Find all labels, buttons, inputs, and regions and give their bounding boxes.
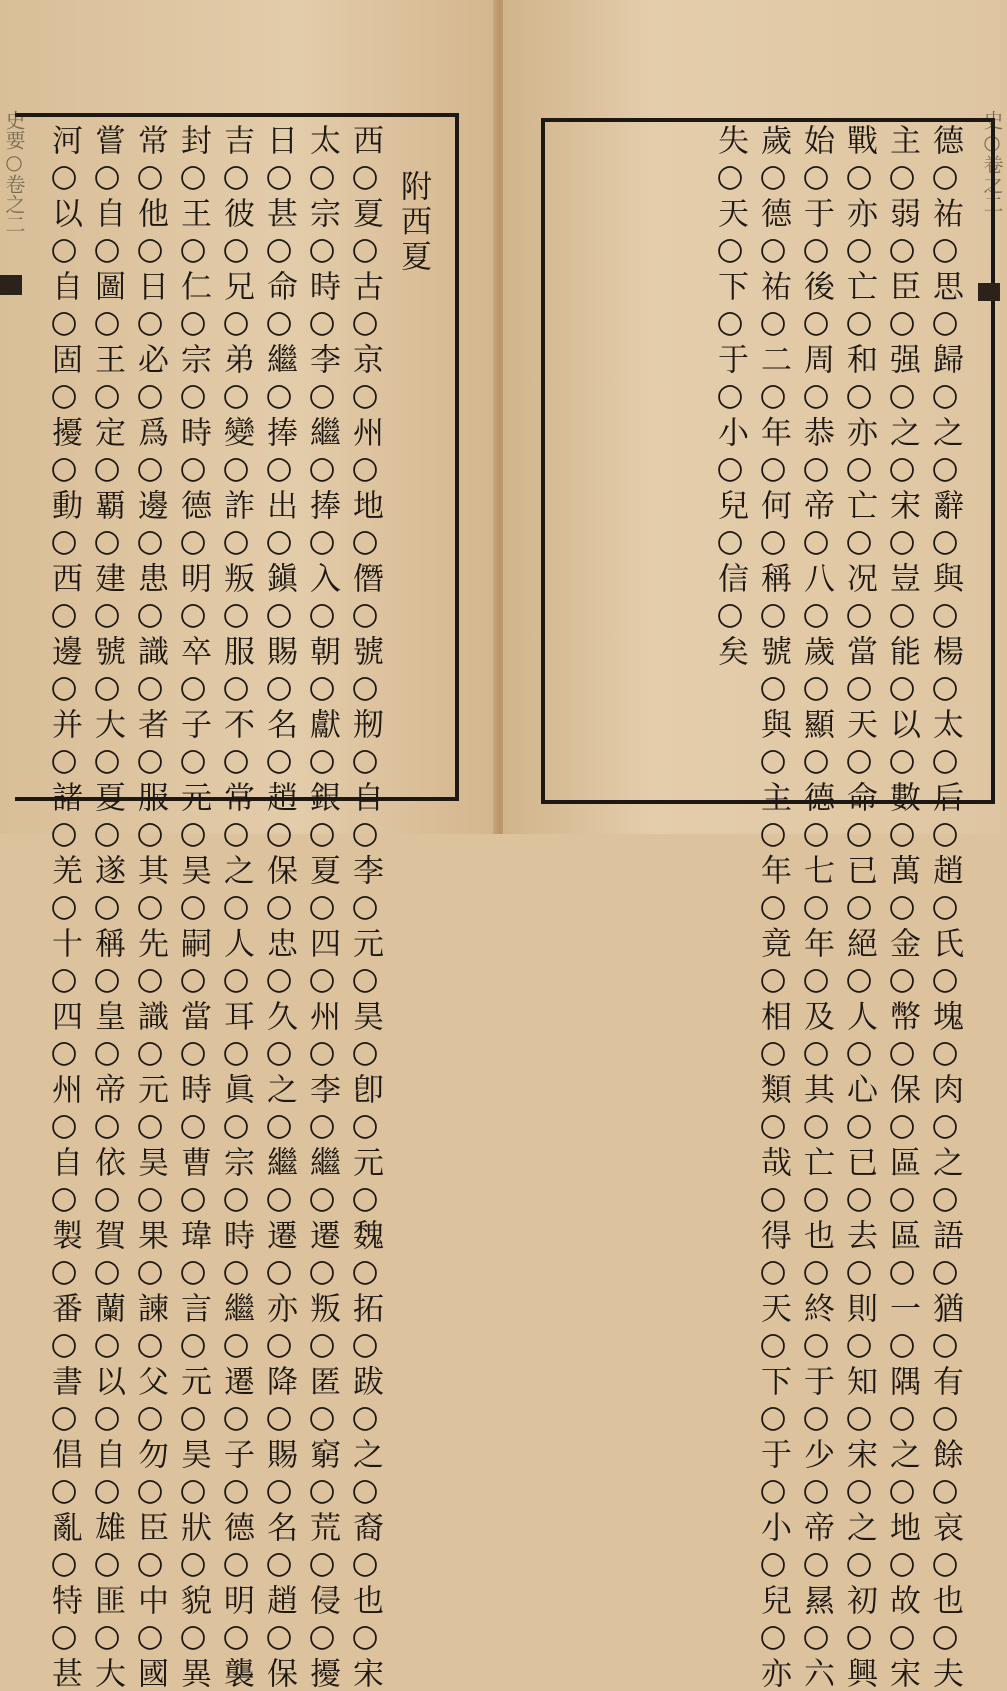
left-text-column: 封○王○仁○宗○時○德○明○卒○子○元○昊○嗣○當○時○曹○瑋○言○元○昊○狀○貌○異 <box>175 124 211 1691</box>
right-text-column: 歲○德○祐○二○年○何○稱○號○與○主○年○竟○相○類○哉○得○天○下○于○小○兒○亦 <box>755 124 791 1691</box>
right-text-column: 戰○亦○亡○和○亦○亡○况○當○天○命○已○絕○人○心○已○去○則○知○宋○之○初○興 <box>841 124 877 1691</box>
left-page-heading: 附西夏 <box>395 170 431 275</box>
left-margin-label: 史要○卷之二 <box>2 110 26 234</box>
right-text-column: 主○弱○臣○强○之○宋○豈○能○以○數○萬○金○幣○保○區○區○一○隅○之○地○故○宋 <box>884 124 920 1691</box>
left-text-column: 嘗○自○圖○王○定○覇○建○號○大○夏○遂○稱○皇○帝○依○賀○蘭○以○自○雄○匪○大 <box>89 124 125 1691</box>
left-text-column: 西○夏○古○京○州○地○僭○號○剏○自○李○元○昊○卽○元○魏○拓○跋○之○裔○也○宋 <box>347 124 383 1691</box>
left-text-column: 日○甚○命○繼○捧○出○鎭○賜○名○趙○保○忠○久○之○繼○遷○亦○降○賜○名○趙○保 <box>261 124 297 1691</box>
right-text-column: 德○祐○思○歸○之○辭○與○楊○太○后○趙○氏○塊○肉○之○語○猶○有○餘○哀○也○夫 <box>927 124 963 1691</box>
right-text-column: 失○天○下○于○小○兒○信○矣 <box>712 124 748 669</box>
left-text-column: 河○以○自○固○擾○動○西○邊○并○諸○羌○十○四○州○自○製○番○書○倡○亂○特○甚 <box>46 124 82 1691</box>
left-text-column: 吉○彼○兄○弟○變○詐○叛○服○不○常○之○人○耳○眞○宗○時○繼○遷○子○德○明○襲 <box>218 124 254 1691</box>
left-text-column: 常○他○日○必○爲○邊○患○識○者○服○其○先○識○元○昊○果○諫○父○勿○臣○中○國 <box>132 124 168 1691</box>
right-text-column: 始○于○後○周○恭○帝○八○歲○顯○德○七○年○及○其○亡○也○終○于○少○帝○㬎○六 <box>798 124 834 1691</box>
left-text-column: 太○宗○時○李○繼○捧○入○朝○獻○銀○夏○四○州○李○繼○遷○叛○匿○窮○荒○侵○擾 <box>304 124 340 1691</box>
right-margin-label: 史○卷之二 <box>980 110 1004 214</box>
